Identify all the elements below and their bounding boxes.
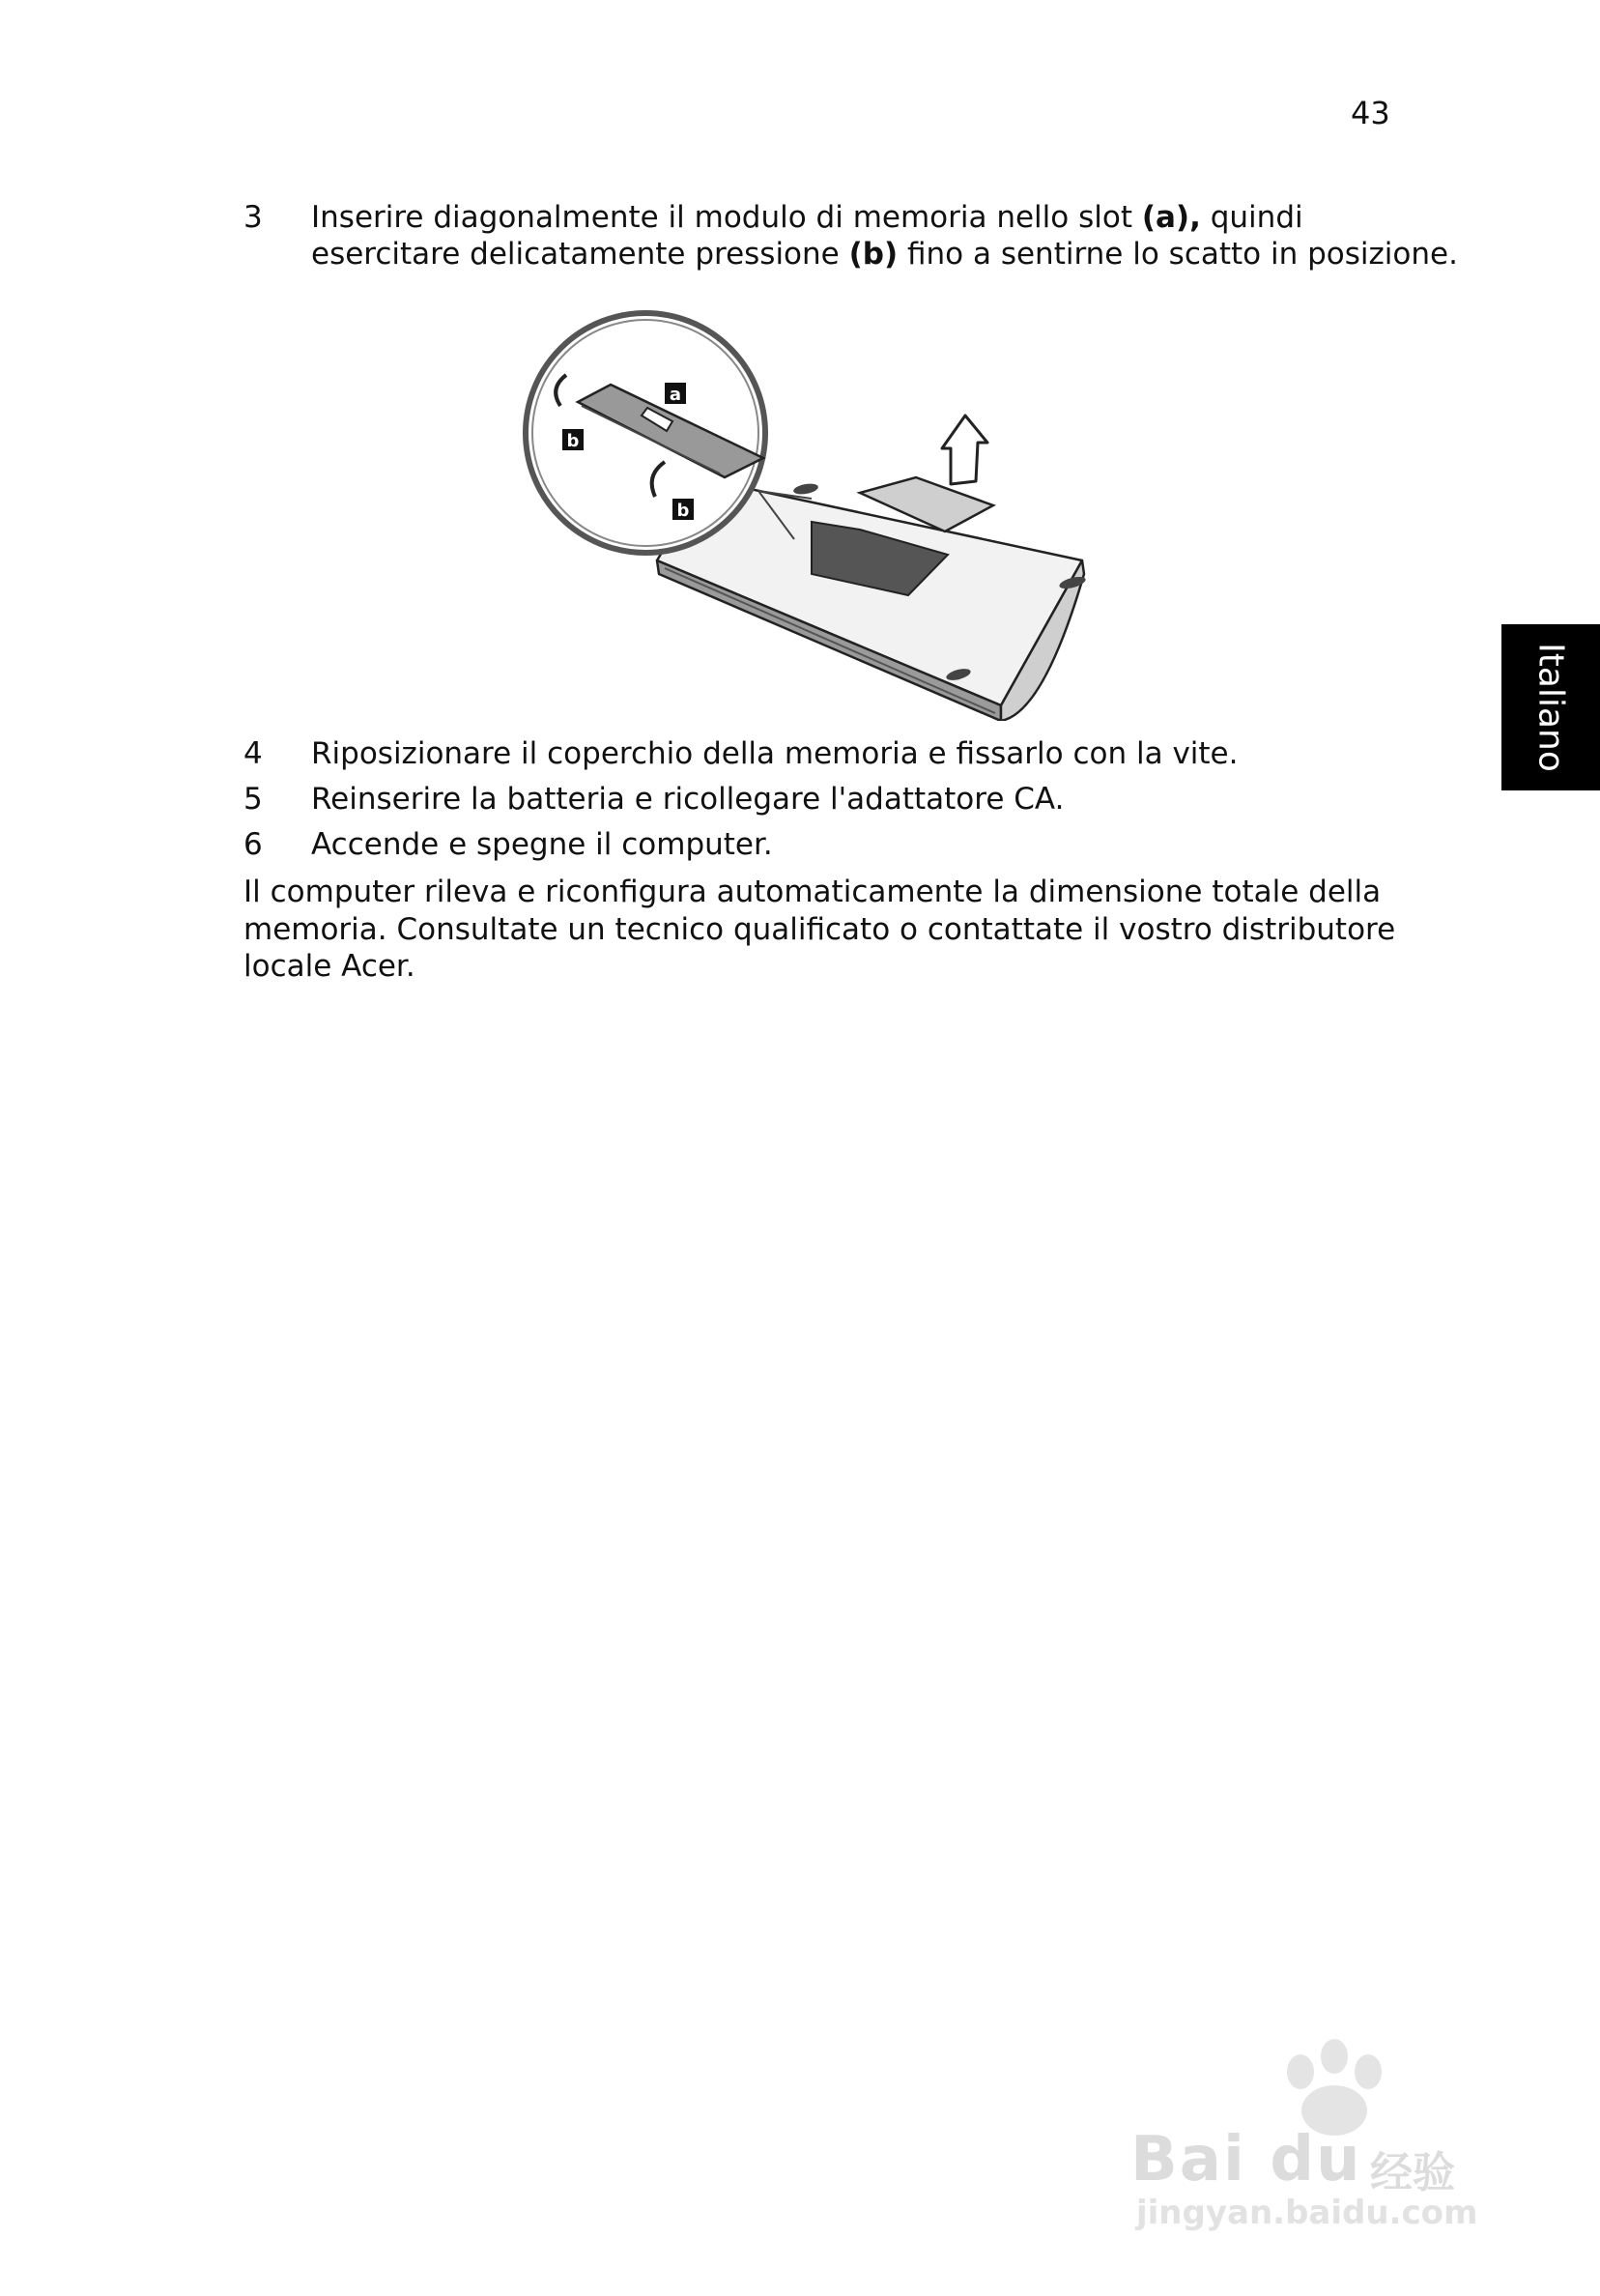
language-tab	[1501, 624, 1600, 790]
lift-arrow	[942, 416, 987, 484]
step-text	[311, 199, 1458, 273]
step-number: 6	[243, 827, 263, 862]
step-line	[311, 236, 1458, 273]
step-line	[311, 199, 1451, 236]
magnifier-detail	[526, 313, 765, 553]
text-run: Inserire diagonalmente il modulo di memoria nello slot	[311, 200, 1142, 235]
step-text: Reinserire la batteria e ricollegare l'adattatore CA.	[311, 782, 1065, 817]
closing-paragraph	[243, 874, 1413, 986]
watermark-cjk: 经验	[1370, 2148, 1455, 2197]
step-number: 5	[243, 782, 263, 817]
step-text: Riposizionare il coperchio della memoria e fissarlo con la vite.	[311, 736, 1239, 771]
callout-a: a	[669, 385, 682, 405]
page-number: 43	[1351, 95, 1390, 131]
step-text: Accende e spegne il computer.	[311, 827, 773, 862]
paragraph-line: locale Acer.	[243, 949, 415, 984]
callout-b: b	[676, 501, 690, 521]
callout-b: b	[566, 431, 580, 451]
text-run: esercitare delicatamente pressione	[311, 237, 849, 272]
step-number: 3	[243, 200, 263, 235]
language-tab-label: Italiano	[1530, 643, 1571, 772]
bold-label: (b)	[848, 237, 899, 272]
text-run: fino a sentirne lo scatto in posizione.	[898, 237, 1458, 272]
watermark-brand: Bai du	[1130, 2124, 1362, 2196]
watermark-url: jingyan.baidu.com	[1136, 2194, 1478, 2232]
paragraph-line: memoria. Consultate un tecnico qualificato o contattate il vostro distributore	[243, 911, 1396, 947]
memory-install-illustration	[522, 307, 1111, 721]
text-run: quindi	[1200, 200, 1303, 235]
baidu-watermark	[1117, 2035, 1542, 2232]
step-number: 4	[243, 736, 263, 771]
bold-label: (a),	[1141, 200, 1201, 235]
paragraph-line: Il computer rileva e riconfigura automaticamente la dimensione totale della	[243, 875, 1382, 909]
